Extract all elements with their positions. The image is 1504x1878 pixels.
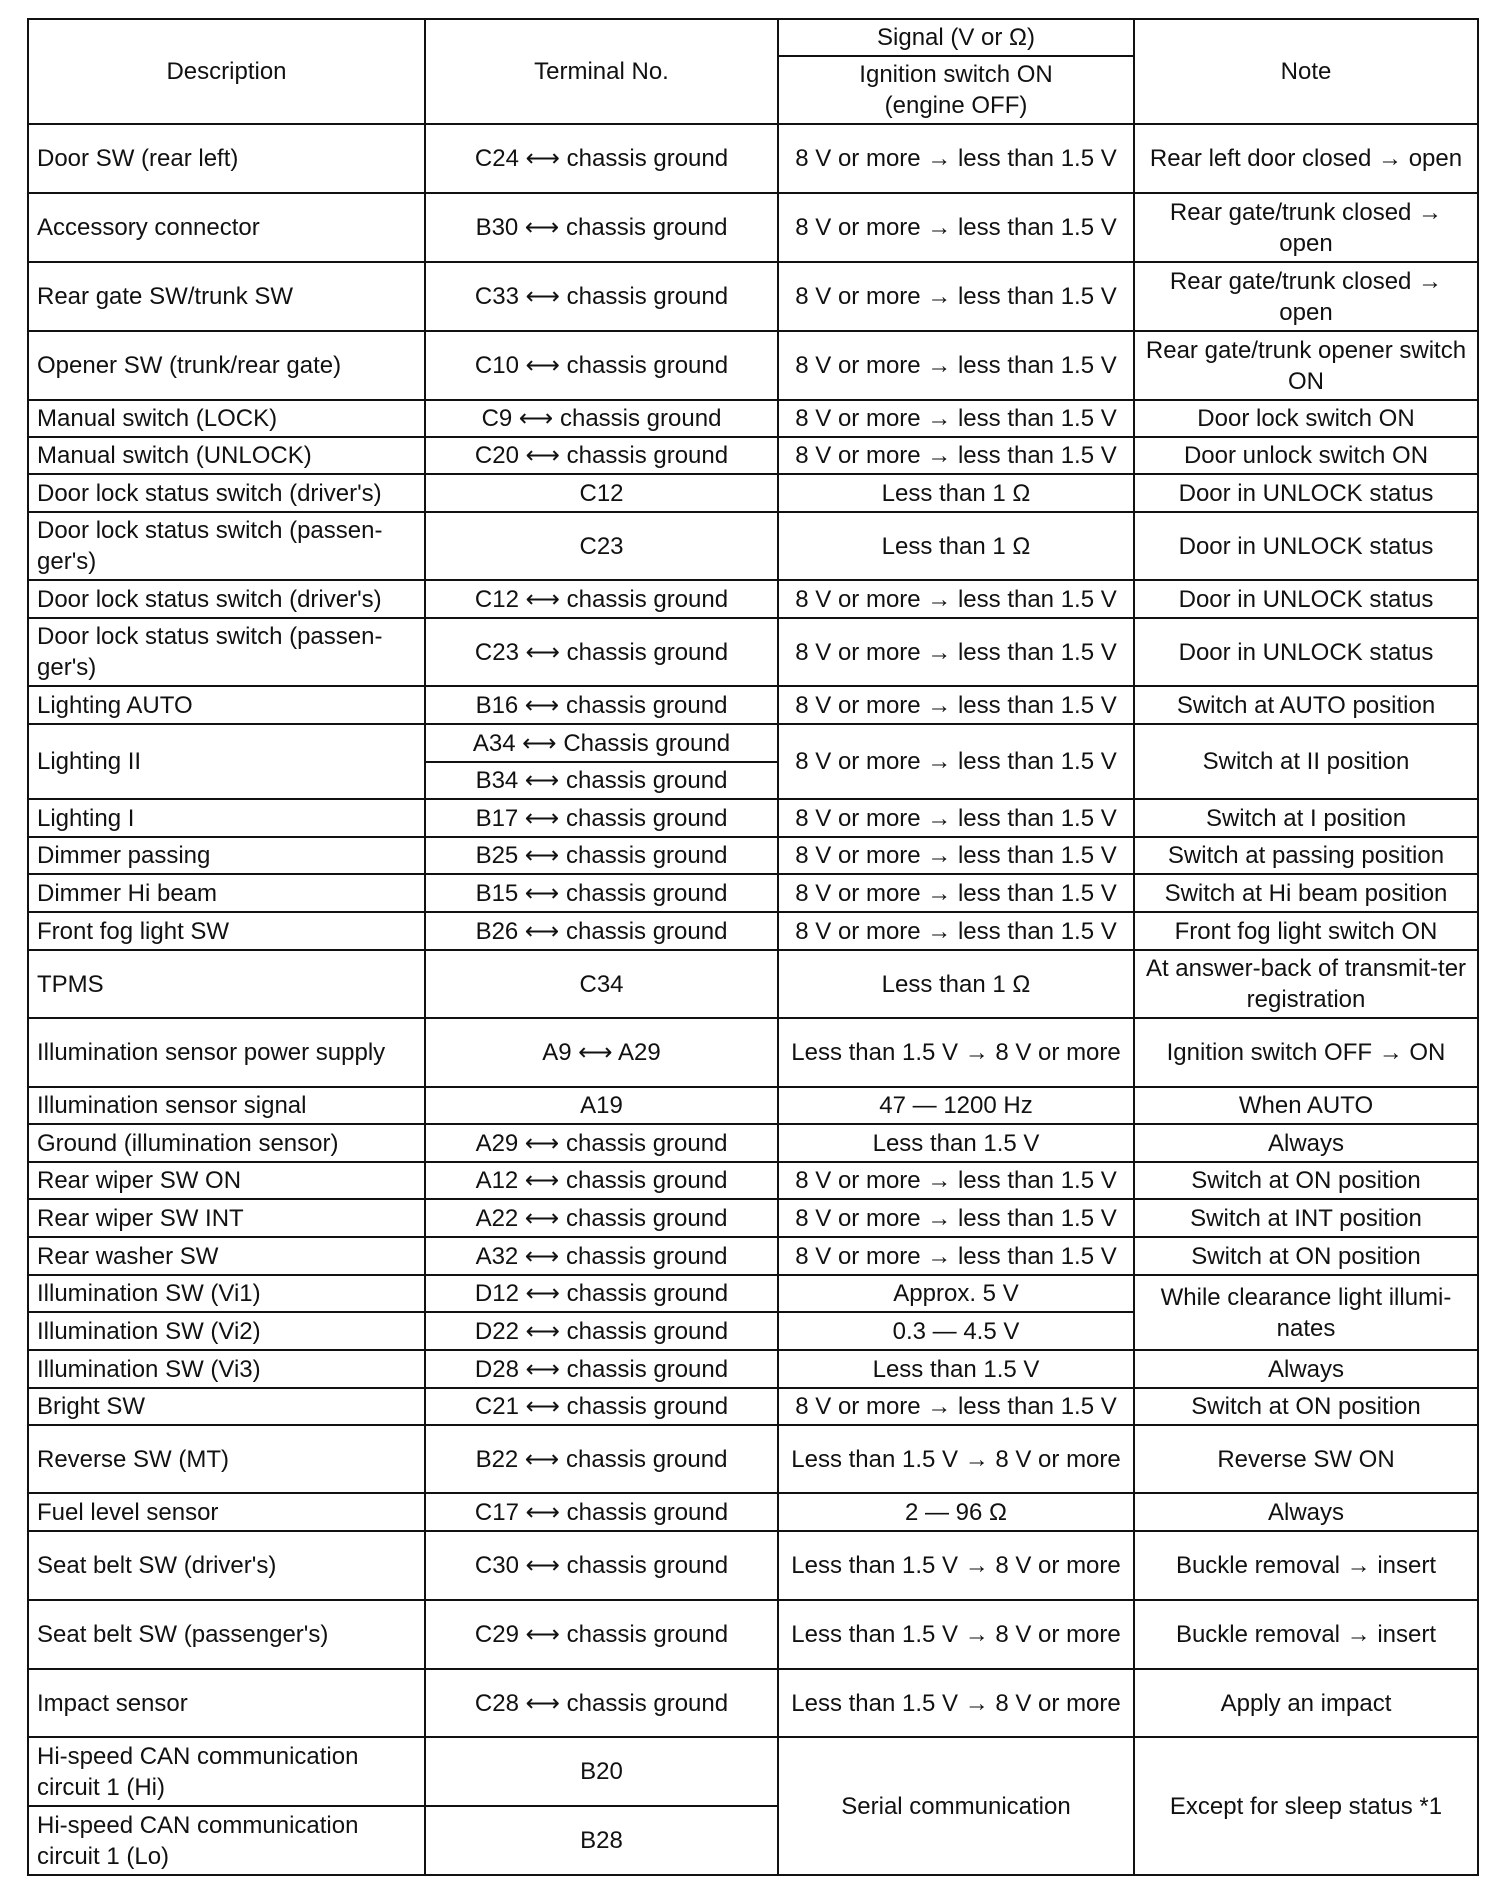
table-row [28,512,1478,580]
table-row [28,400,1478,437]
cell-description: Door lock status switch (passen-ger's) [28,618,425,686]
cell-signal: 8 V or more → less than 1.5 V [778,580,1134,618]
cell-description: Rear wiper SW INT [28,1199,425,1237]
cell-description: Door SW (rear left) [28,124,425,193]
table-row [28,1425,1478,1493]
cell-description: Lighting AUTO [28,686,425,724]
cell-description: Accessory connector [28,193,425,262]
cell-signal: 8 V or more → less than 1.5 V [778,262,1134,331]
cell-signal: 8 V or more → less than 1.5 V [778,400,1134,437]
cell-signal: Less than 1.5 V [778,1124,1134,1162]
cell-signal: 8 V or more → less than 1.5 V [778,1388,1134,1425]
cell-signal: Less than 1.5 V → 8 V or more [778,1425,1134,1493]
cell-terminal: A12 ⟷ chassis ground [425,1162,778,1199]
terminal-signal-table [27,18,1479,1876]
table-row [28,437,1478,474]
table-row [28,1350,1478,1388]
cell-note: Switch at II position [1134,724,1478,799]
cell-terminal: C24 ⟷ chassis ground [425,124,778,193]
cell-note: Apply an impact [1134,1669,1478,1737]
cell-note: Switch at passing position [1134,837,1478,874]
cell-signal: 8 V or more → less than 1.5 V [778,437,1134,474]
table-row [28,874,1478,912]
cell-terminal: B25 ⟷ chassis ground [425,837,778,874]
cell-description: Illumination SW (Vi2) [28,1312,425,1350]
cell-note: Door in UNLOCK status [1134,580,1478,618]
table-row [28,686,1478,724]
cell-terminal: C33 ⟷ chassis ground [425,262,778,331]
table-row [28,331,1478,400]
cell-signal: 8 V or more → less than 1.5 V [778,686,1134,724]
cell-description: Dimmer passing [28,837,425,874]
cell-terminal: C29 ⟷ chassis ground [425,1600,778,1669]
table-row [28,799,1478,837]
table-row [28,1162,1478,1199]
cell-description: Door lock status switch (driver's) [28,580,425,618]
table-row [28,1493,1478,1531]
cell-terminal: D12 ⟷ chassis ground [425,1275,778,1312]
cell-signal: 8 V or more → less than 1.5 V [778,1199,1134,1237]
cell-note: Front fog light switch ON [1134,912,1478,950]
cell-description: Illumination SW (Vi1) [28,1275,425,1312]
cell-signal: 8 V or more → less than 1.5 V [778,331,1134,400]
cell-description: Door lock status switch (passen-ger's) [28,512,425,580]
cell-note: At answer-back of transmit-ter registration [1134,950,1478,1018]
cell-note: Rear left door closed → open [1134,124,1478,193]
cell-signal: Less than 1 Ω [778,512,1134,580]
cell-description: Fuel level sensor [28,1493,425,1531]
table-row [28,837,1478,874]
cell-note: Rear gate/trunk opener switch ON [1134,331,1478,400]
cell-description: Manual switch (UNLOCK) [28,437,425,474]
cell-terminal: C10 ⟷ chassis ground [425,331,778,400]
cell-description: Manual switch (LOCK) [28,400,425,437]
table-row [28,1018,1478,1087]
cell-terminal: C34 [425,950,778,1018]
cell-terminal: C23 [425,512,778,580]
signal-inspection-table [27,18,1477,1871]
table-row [28,1531,1478,1600]
table-row [28,474,1478,512]
cell-note: Switch at ON position [1134,1388,1478,1425]
cell-signal: Serial communication [778,1737,1134,1875]
cell-note: Buckle removal → insert [1134,1600,1478,1669]
cell-terminal: C20 ⟷ chassis ground [425,437,778,474]
cell-description: Rear gate SW/trunk SW [28,262,425,331]
table-row [28,1124,1478,1162]
cell-terminal: B16 ⟷ chassis ground [425,686,778,724]
cell-terminal: A9 ⟷ A29 [425,1018,778,1087]
cell-description: Reverse SW (MT) [28,1425,425,1493]
cell-terminal: A32 ⟷ chassis ground [425,1237,778,1275]
cell-description: Impact sensor [28,1669,425,1737]
header-description: Description [28,19,425,124]
cell-note: Switch at Hi beam position [1134,874,1478,912]
table-row [28,1737,1478,1806]
header-note: Note [1134,19,1478,124]
cell-signal: 0.3 — 4.5 V [778,1312,1134,1350]
table-row [28,262,1478,331]
header-terminal: Terminal No. [425,19,778,124]
table-row [28,124,1478,193]
cell-note: Door in UNLOCK status [1134,618,1478,686]
cell-signal: Less than 1.5 V → 8 V or more [778,1531,1134,1600]
header-signal: Signal (V or Ω) [778,19,1134,56]
cell-terminal: B15 ⟷ chassis ground [425,874,778,912]
table-row [28,1087,1478,1124]
cell-note: Switch at INT position [1134,1199,1478,1237]
cell-signal: 47 — 1200 Hz [778,1087,1134,1124]
cell-note: Door in UNLOCK status [1134,474,1478,512]
cell-description: Dimmer Hi beam [28,874,425,912]
table-row [28,1669,1478,1737]
cell-note: Switch at AUTO position [1134,686,1478,724]
cell-signal: 8 V or more → less than 1.5 V [778,874,1134,912]
cell-terminal: C12 ⟷ chassis ground [425,580,778,618]
cell-signal: Less than 1.5 V → 8 V or more [778,1018,1134,1087]
cell-description: Rear washer SW [28,1237,425,1275]
cell-description: Front fog light SW [28,912,425,950]
cell-signal: 8 V or more → less than 1.5 V [778,193,1134,262]
cell-note: Switch at ON position [1134,1162,1478,1199]
table-row [28,1237,1478,1275]
cell-note: Except for sleep status *1 [1134,1737,1478,1875]
table-row [28,580,1478,618]
table-row [28,1388,1478,1425]
cell-terminal: B34 ⟷ chassis ground [425,762,778,799]
cell-note: Reverse SW ON [1134,1425,1478,1493]
cell-terminal: B30 ⟷ chassis ground [425,193,778,262]
cell-description: Hi-speed CAN communication circuit 1 (Lo) [28,1806,425,1875]
cell-signal: Less than 1 Ω [778,474,1134,512]
cell-signal: Less than 1 Ω [778,950,1134,1018]
cell-signal: Approx. 5 V [778,1275,1134,1312]
cell-signal: 8 V or more → less than 1.5 V [778,912,1134,950]
cell-signal: 8 V or more → less than 1.5 V [778,837,1134,874]
cell-description: Illumination sensor signal [28,1087,425,1124]
cell-signal: Less than 1.5 V → 8 V or more [778,1600,1134,1669]
table-row [28,1275,1478,1312]
table-row [28,193,1478,262]
cell-description: Ground (illumination sensor) [28,1124,425,1162]
cell-terminal: C9 ⟷ chassis ground [425,400,778,437]
cell-signal: 8 V or more → less than 1.5 V [778,1237,1134,1275]
cell-description: Seat belt SW (passenger's) [28,1600,425,1669]
cell-note: Door in UNLOCK status [1134,512,1478,580]
cell-terminal: C12 [425,474,778,512]
cell-description: Rear wiper SW ON [28,1162,425,1199]
cell-note: Always [1134,1493,1478,1531]
table-row [28,912,1478,950]
cell-signal: 2 — 96 Ω [778,1493,1134,1531]
table-row [28,950,1478,1018]
cell-terminal: B28 [425,1806,778,1875]
cell-description: Lighting I [28,799,425,837]
cell-terminal: C23 ⟷ chassis ground [425,618,778,686]
cell-signal: 8 V or more → less than 1.5 V [778,799,1134,837]
cell-terminal: B22 ⟷ chassis ground [425,1425,778,1493]
cell-description: Illumination SW (Vi3) [28,1350,425,1388]
cell-signal: Less than 1.5 V [778,1350,1134,1388]
table-row [28,724,1478,762]
cell-signal: 8 V or more → less than 1.5 V [778,1162,1134,1199]
table-row [28,618,1478,686]
cell-description: Hi-speed CAN communication circuit 1 (Hi) [28,1737,425,1806]
cell-note: When AUTO [1134,1087,1478,1124]
table-row [28,1600,1478,1669]
cell-note: Door unlock switch ON [1134,437,1478,474]
cell-terminal: C17 ⟷ chassis ground [425,1493,778,1531]
cell-note: While clearance light illumi-nates [1134,1275,1478,1350]
header-condition: Ignition switch ON (engine OFF) [778,56,1134,124]
cell-note: Buckle removal → insert [1134,1531,1478,1600]
cell-note: Rear gate/trunk closed → open [1134,262,1478,331]
cell-note: Switch at I position [1134,799,1478,837]
cell-terminal: A29 ⟷ chassis ground [425,1124,778,1162]
cell-signal: 8 V or more → less than 1.5 V [778,618,1134,686]
cell-note: Door lock switch ON [1134,400,1478,437]
cell-note: Rear gate/trunk closed → open [1134,193,1478,262]
cell-signal: 8 V or more → less than 1.5 V [778,124,1134,193]
cell-description: Lighting II [28,724,425,799]
cell-note: Ignition switch OFF → ON [1134,1018,1478,1087]
cell-terminal: B20 [425,1737,778,1806]
cell-note: Always [1134,1350,1478,1388]
cell-terminal: D28 ⟷ chassis ground [425,1350,778,1388]
cell-terminal: D22 ⟷ chassis ground [425,1312,778,1350]
cell-terminal: C30 ⟷ chassis ground [425,1531,778,1600]
cell-note: Always [1134,1124,1478,1162]
cell-signal: 8 V or more → less than 1.5 V [778,724,1134,799]
cell-note: Switch at ON position [1134,1237,1478,1275]
cell-description: Seat belt SW (driver's) [28,1531,425,1600]
table-row [28,1199,1478,1237]
cell-description: Bright SW [28,1388,425,1425]
cell-terminal: A22 ⟷ chassis ground [425,1199,778,1237]
cell-description: Opener SW (trunk/rear gate) [28,331,425,400]
cell-description: Illumination sensor power supply [28,1018,425,1087]
cell-terminal: A19 [425,1087,778,1124]
cell-signal: Less than 1.5 V → 8 V or more [778,1669,1134,1737]
cell-terminal: C28 ⟷ chassis ground [425,1669,778,1737]
cell-description: Door lock status switch (driver's) [28,474,425,512]
cell-terminal: B17 ⟷ chassis ground [425,799,778,837]
cell-description: TPMS [28,950,425,1018]
cell-terminal: B26 ⟷ chassis ground [425,912,778,950]
cell-terminal: C21 ⟷ chassis ground [425,1388,778,1425]
cell-terminal: A34 ⟷ Chassis ground [425,724,778,762]
